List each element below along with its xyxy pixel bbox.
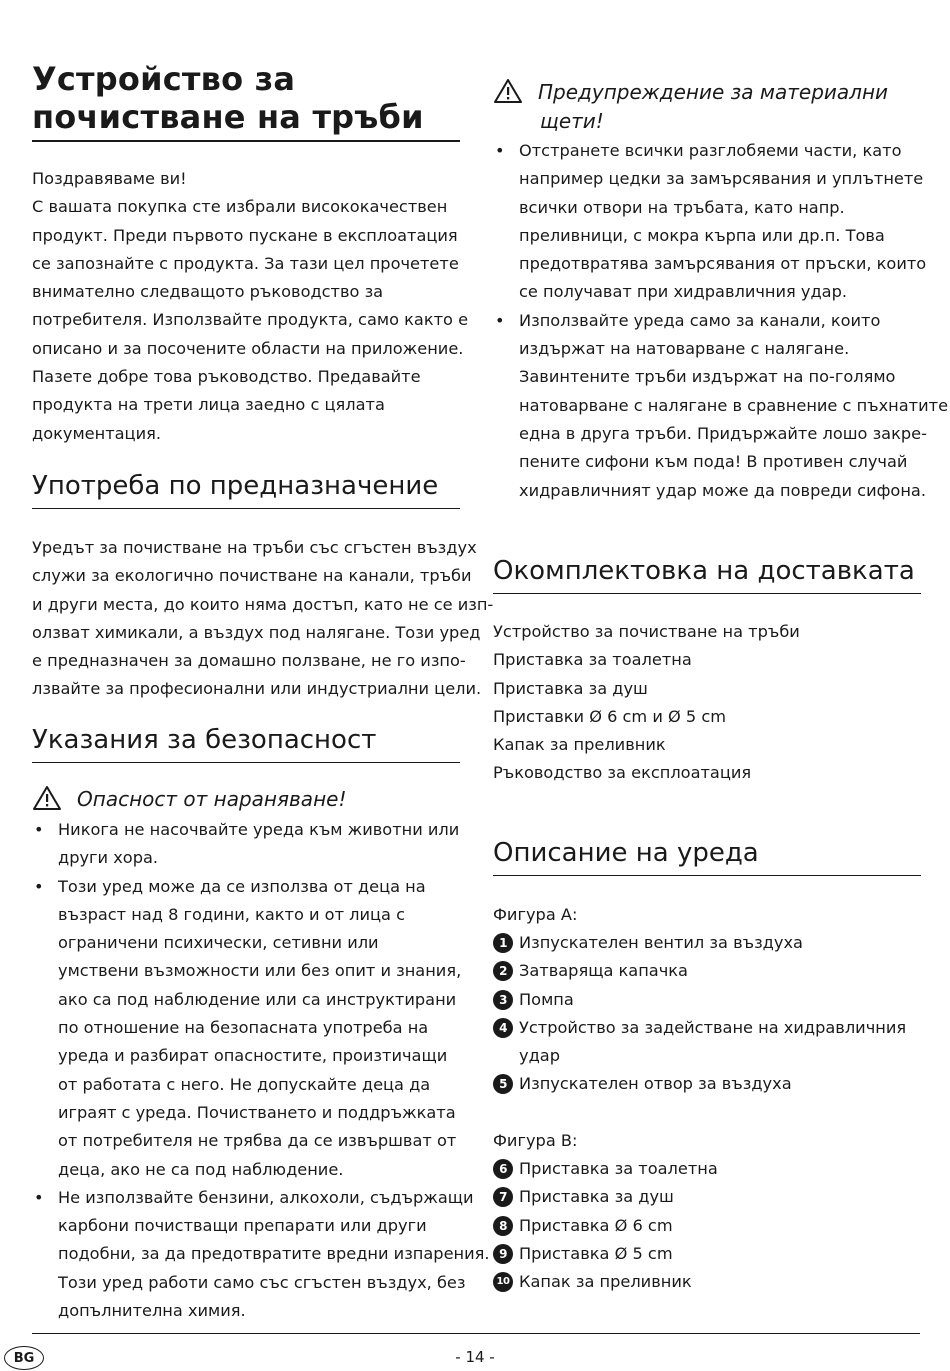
bullet-line: други хора. — [58, 848, 159, 868]
list-item — [493, 1183, 921, 1211]
item-line: Изпускателен вентил за въздуха — [519, 933, 803, 952]
item-line: удар — [519, 1046, 560, 1066]
intended-use-line: е предназначен за домашно ползване, не го изпо- — [32, 651, 466, 671]
bullet-line: преливници, с мокра кърпа или др.п. Това — [519, 225, 885, 245]
bullet-line: от потребителя не трябва да се извършват от — [58, 1131, 457, 1151]
bullet-line: Отстранете всички разглобяеми части, като — [519, 141, 902, 160]
intended-use-line: лзвайте за професионални или индустриални цели. — [32, 679, 482, 699]
list-item: Ръководство за експлоатация — [493, 763, 752, 783]
list-item: Приставка за душ — [493, 678, 648, 698]
intro-line: продукт. Преди първото пускане в експлоатация — [32, 225, 458, 245]
page-title-line-2: почистване на тръби — [32, 98, 424, 136]
item-line: Устройство за задействане на хидравличния — [519, 1017, 907, 1037]
intro-line: Поздравяваме ви! — [32, 169, 187, 188]
bullet-line: пените сифони към пода! В противен случай — [519, 452, 908, 472]
list-item — [493, 1212, 921, 1240]
bullet-line: карбони почистващи препарати или други — [58, 1216, 427, 1236]
bullet-line: умствени възможности или без опит и знания, — [58, 961, 462, 981]
bullet-line: играят с уреда. Почистването и поддръжката — [58, 1102, 456, 1122]
list-item — [493, 1070, 921, 1098]
intended-use-line: служи за екологично почистване на канали, тръби — [32, 566, 472, 586]
figure-b-list — [493, 1155, 921, 1296]
injury-bullet-list — [32, 816, 490, 1325]
item-line: Приставка Ø 6 cm — [519, 1215, 673, 1235]
list-item — [493, 1014, 921, 1071]
intro-line: се запознайте с продукта. За тази цел прочетете — [32, 253, 459, 273]
number-badge: 2 — [493, 961, 513, 981]
item-line: Приставка Ø 5 cm — [519, 1243, 673, 1263]
list-item — [493, 137, 927, 307]
figure-a-label: Фигура А: — [493, 905, 578, 924]
list-item — [493, 1155, 921, 1183]
number-badge: 9 — [493, 1244, 513, 1264]
bullet-line: възраст над 8 години, както и от лица с — [58, 904, 406, 924]
number-badge: 6 — [493, 1159, 513, 1179]
material-warning-line: щети! — [540, 109, 604, 133]
injury-warning-text — [77, 785, 346, 814]
bullet-icon: • — [495, 310, 505, 330]
injury-warning-label: Опасност от нараняване! — [77, 787, 347, 811]
list-item — [493, 957, 921, 985]
number-badge: 10 — [493, 1272, 513, 1292]
material-warning-text — [538, 78, 888, 136]
intended-use-heading: Употреба по предназначение — [32, 469, 460, 509]
list-item — [493, 1268, 921, 1296]
number-badge: 5 — [493, 1074, 513, 1094]
intro-line: С вашата покупка сте избрали висококачествен — [32, 197, 448, 217]
warning-triangle-icon — [32, 785, 62, 811]
bullet-line: Завинтените тръби издържат на по-голямо — [519, 367, 896, 387]
list-item: Приставки Ø 6 cm и Ø 5 cm — [493, 706, 727, 726]
intro-line: внимателно следващото ръководство за — [32, 282, 384, 302]
bullet-line: Този уред може да се използва от деца на — [58, 876, 426, 896]
bullet-line: хидравличният удар може да повреди сифона. — [519, 480, 926, 500]
item-line: Затваряща капачка — [519, 961, 688, 981]
number-badge: 8 — [493, 1216, 513, 1236]
bullet-line: по отношение на безопасната употреба на — [58, 1018, 429, 1038]
intro-paragraph — [32, 165, 469, 448]
number-badge: 3 — [493, 990, 513, 1010]
page-title — [32, 60, 460, 142]
intro-line: продукта на трети лица заедно с цялата — [32, 395, 385, 415]
intended-use-line: олзват химикали, а въздух под налягане. Този уред — [32, 622, 481, 642]
page-title-line-1: Устройство за — [32, 60, 296, 98]
figure-b-label: Фигура В: — [493, 1131, 578, 1150]
intended-use-line: и други места, до които няма достъп, като не се изп- — [32, 594, 494, 614]
bullet-line: ограничени психически, сетивни или — [58, 933, 379, 953]
list-item — [493, 986, 921, 1014]
list-item — [32, 1184, 490, 1325]
list-item — [493, 1240, 921, 1268]
material-warning-line: Предупреждение за материални — [538, 80, 889, 104]
list-item — [493, 307, 949, 505]
warning-triangle-icon — [493, 78, 523, 104]
list-item — [493, 929, 921, 957]
bullet-icon: • — [34, 876, 44, 896]
bullet-line: натоварване с налягане в сравнение с пъхнатите — [519, 395, 949, 415]
bullet-icon: • — [34, 1187, 44, 1207]
intended-use-line: Уредът за почистване на тръби със сгъстен въздух — [32, 538, 477, 557]
bullet-line: се получават при хидравличния удар. — [519, 282, 848, 302]
bullet-line: издържат на натоварване с налягане. — [519, 339, 850, 359]
bullet-line: Използвайте уреда само за канали, които — [519, 310, 881, 330]
number-badge: 1 — [493, 933, 513, 953]
language-badge: BG — [4, 1346, 44, 1370]
bullet-line: от работата с него. Не допускайте деца да — [58, 1074, 431, 1094]
list-item: Приставка за тоалетна — [493, 650, 692, 670]
item-line: Приставка за душ — [519, 1187, 674, 1207]
bullet-line: допълнителна химия. — [58, 1301, 246, 1321]
footer-divider — [32, 1333, 920, 1334]
bullet-line: ако са под наблюдение или са инструктирани — [58, 989, 457, 1009]
intro-line: описано и за посочените области на приложение. — [32, 338, 464, 358]
page-number: - 14 - — [455, 1348, 495, 1366]
bullet-line: една в друга тръби. Придържайте лошо закре- — [519, 423, 927, 443]
list-item: Устройство за почистване на тръби — [493, 622, 800, 641]
delivery-heading: Окомплектовка на доставката — [493, 554, 921, 594]
item-line: Капак за преливник — [519, 1272, 692, 1292]
intro-line: Пазете добре това ръководство. Предавайте — [32, 367, 421, 387]
bullet-line: например цедки за замърсявания и уплътнете — [519, 169, 924, 189]
list-item — [32, 873, 460, 1184]
bullet-line: деца, ако не са под наблюдение. — [58, 1159, 344, 1179]
bullet-line: уреда и разбират опасностите, произтичащи — [58, 1046, 448, 1066]
list-item: Капак за преливник — [493, 735, 666, 755]
number-badge: 4 — [493, 1018, 513, 1038]
number-badge: 7 — [493, 1187, 513, 1207]
bullet-line: Не използвайте бензини, алкохоли, съдържащи — [58, 1187, 474, 1207]
intro-line: потребителя. Използвайте продукта, само както е — [32, 310, 469, 330]
bullet-line: Никога не насочвайте уреда към животни или — [58, 820, 460, 839]
bullet-icon: • — [495, 141, 505, 160]
safety-heading: Указания за безопасност — [32, 723, 460, 763]
item-line: Изпускателен отвор за въздуха — [519, 1074, 792, 1094]
item-line: Помпа — [519, 989, 574, 1009]
intro-line: документация. — [32, 423, 161, 443]
bullet-line: Този уред работи само със сгъстен въздух, без — [58, 1272, 466, 1292]
item-line: Приставка за тоалетна — [519, 1159, 718, 1178]
material-bullet-list — [493, 137, 949, 505]
intended-use-paragraph — [32, 534, 494, 704]
delivery-list — [493, 618, 921, 788]
figure-a-list — [493, 929, 921, 1099]
bullet-line: всички отвори на тръбата, като напр. — [519, 197, 845, 217]
description-heading: Описание на уреда — [493, 836, 921, 876]
list-item — [32, 816, 460, 873]
bullet-line: предотвратява замърсявания от пръски, които — [519, 254, 927, 274]
bullet-line: подобни, за да предотвратите вредни изпарения. — [58, 1244, 490, 1264]
bullet-icon: • — [34, 820, 44, 839]
